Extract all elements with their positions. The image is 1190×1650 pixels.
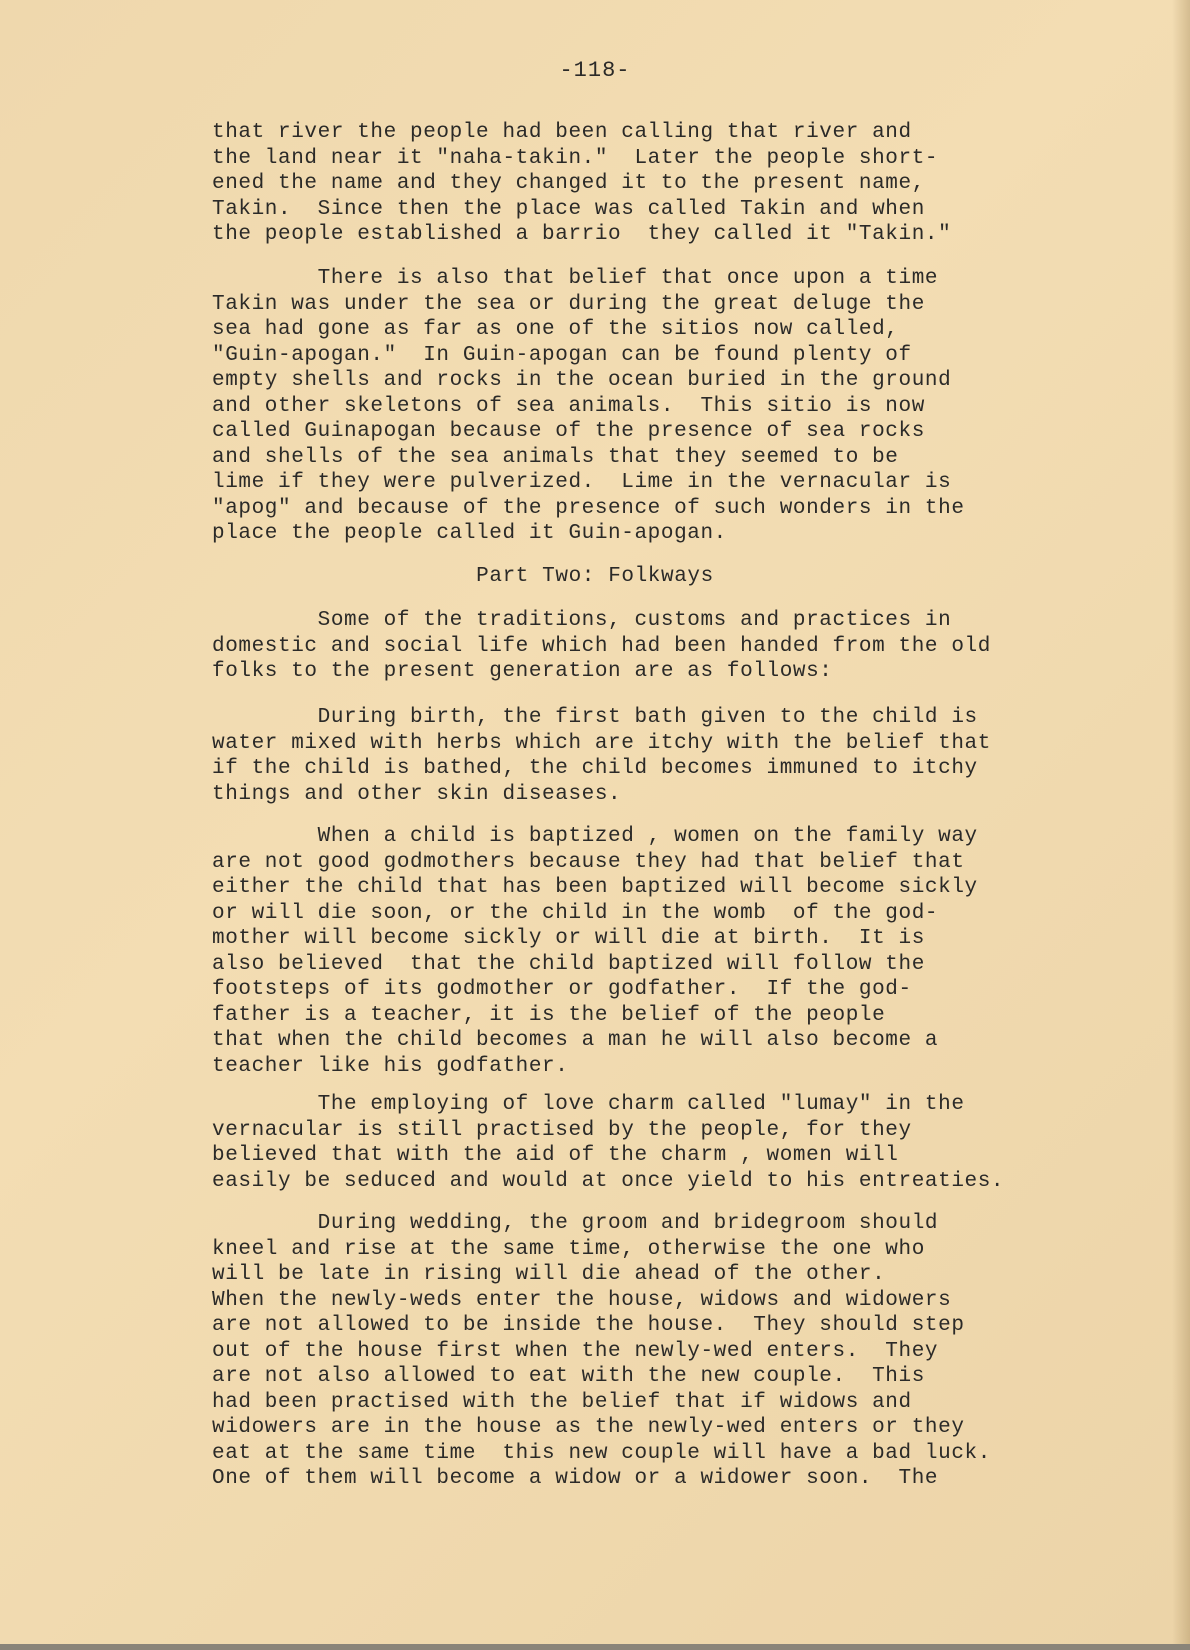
paragraph-1	[212, 120, 1112, 248]
text-line: sea had gone as far as one of the sitios now called,	[212, 318, 899, 341]
text-line: are not also allowed to eat with the new couple. This	[212, 1365, 925, 1388]
text-line: Some of the traditions, customs and practices in	[212, 609, 952, 632]
text-line: out of the house first when the newly-wed enters. They	[212, 1339, 939, 1363]
text-line: Takin. Since then the place was called Takin and when	[212, 197, 925, 221]
text-line: widowers are in the house as the newly-wed enters or they	[212, 1416, 965, 1439]
text-line: Takin was under the sea or during the great deluge the	[212, 292, 925, 316]
text-line: vernacular is still practised by the people, for they	[212, 1118, 912, 1142]
text-line: called Guinapogan because of the presence of sea rocks	[212, 420, 925, 443]
paragraph-6	[212, 1092, 1112, 1194]
text-line: are not allowed to be inside the house. They should step	[212, 1314, 965, 1337]
text-line: domestic and social life which had been handed from the old	[212, 634, 991, 658]
paragraph-2	[212, 266, 1112, 547]
paragraph-5	[212, 824, 1112, 1079]
text-line: easily be seduced and would at once yield to his entreaties.	[212, 1169, 1005, 1193]
text-line: and shells of the sea animals that they seemed to be	[212, 445, 899, 469]
text-line: water mixed with herbs which are itchy with the belief that	[212, 731, 991, 755]
text-line: will be late in rising will die ahead of the other.	[212, 1263, 886, 1286]
text-line: also believed that the child baptized will follow the	[212, 952, 925, 976]
text-line: mother will become sickly or will die at birth. It is	[212, 927, 925, 950]
paragraph-4	[212, 705, 1112, 807]
text-line: that when the child becomes a man he will also become a	[212, 1029, 939, 1052]
scan-bottom-strip	[0, 1644, 1190, 1650]
text-line: eat at the same time this new couple will have a bad luck.	[212, 1441, 991, 1465]
page-edge-shadow	[1172, 0, 1190, 1650]
text-line: if the child is bathed, the child becomes immuned to itchy	[212, 757, 978, 780]
text-line: footsteps of its godmother or godfather. If the god-	[212, 978, 912, 1001]
text-line: lime if they were pulverized. Lime in the vernacular is	[212, 471, 952, 494]
page-number: -118-	[559, 58, 631, 83]
text-line: "Guin-apogan." In Guin-apogan can be found plenty of	[212, 343, 912, 367]
text-line: kneel and rise at the same time, otherwise the one who	[212, 1237, 925, 1261]
text-line: ened the name and they changed it to the present name,	[212, 172, 925, 195]
text-line: place the people called it Guin-apogan.	[212, 522, 727, 545]
text-line: believed that with the aid of the charm , women will	[212, 1144, 899, 1167]
text-line: There is also that belief that once upon a time	[212, 267, 939, 290]
text-line: had been practised with the belief that if widows and	[212, 1390, 912, 1414]
text-line: One of them will become a widow or a widower soon. The	[212, 1467, 939, 1490]
text-line: The employing of love charm called "lumay" in the	[212, 1093, 965, 1116]
text-line: that river the people had been calling that river and	[212, 121, 912, 144]
paragraph-3	[212, 608, 1112, 685]
text-line: folks to the present generation are as follows:	[212, 660, 833, 683]
section-heading: Part Two: Folkways	[476, 565, 714, 588]
text-line: either the child that has been baptized will become sickly	[212, 876, 978, 899]
text-line: the people established a barrio they called it "Takin."	[212, 223, 952, 246]
text-line: teacher like his godfather.	[212, 1054, 569, 1078]
text-line: empty shells and rocks in the ocean buried in the ground	[212, 369, 952, 392]
text-line: During birth, the first bath given to the child is	[212, 706, 978, 729]
text-line: When a child is baptized , women on the family way	[212, 825, 978, 848]
text-line: the land near it "naha-takin." Later the people short-	[212, 146, 939, 170]
text-line: and other skeletons of sea animals. This sitio is now	[212, 394, 925, 418]
text-line: When the newly-weds enter the house, widows and widowers	[212, 1288, 952, 1312]
text-line: "apog" and because of the presence of such wonders in the	[212, 496, 965, 520]
text-line: things and other skin diseases.	[212, 782, 622, 806]
paragraph-7	[212, 1211, 1112, 1492]
text-line: are not good godmothers because they had that belief that	[212, 850, 965, 874]
text-line: During wedding, the groom and bridegroom should	[212, 1212, 939, 1235]
text-line: father is a teacher, it is the belief of the people	[212, 1003, 886, 1027]
text-line: or will die soon, or the child in the womb of the god-	[212, 901, 939, 925]
